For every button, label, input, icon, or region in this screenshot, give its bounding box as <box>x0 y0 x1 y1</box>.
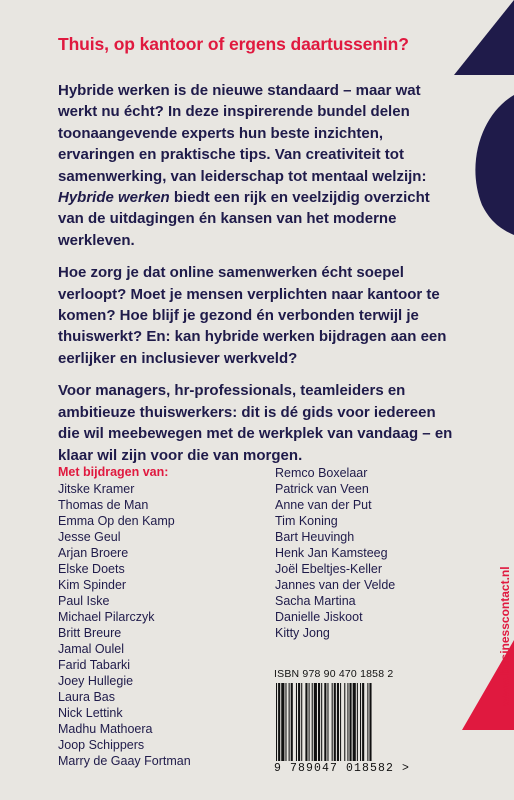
contributor-name: Danielle Jiskoot <box>275 610 363 624</box>
barcode-bar <box>298 683 300 761</box>
contributor-name: Britt Breure <box>58 626 122 640</box>
contributor-name: Emma Op den Kamp <box>58 514 175 528</box>
barcode-bar <box>305 683 307 761</box>
intro-paragraph-1 <box>58 80 458 251</box>
barcode-bar <box>321 683 322 761</box>
barcode-bar <box>324 683 326 761</box>
contributor-name: Patrick van Veen <box>275 482 369 496</box>
barcode-bar <box>301 683 302 761</box>
contributor-name: Marry de Gaay Fortman <box>58 754 191 768</box>
barcode-bar <box>334 683 336 761</box>
barcode-bar <box>318 683 320 761</box>
barcode-digits: 9 789047 018582 > <box>274 762 411 775</box>
intro-paragraph-3: Voor managers, hr-professionals, teamleiders en ambitieuze thuiswerkers: dit is dé gids voor iedereen die wil meebewegen met de werkplek van vandaag – en klaar wil zijn voor die van morgen. <box>58 382 453 464</box>
contributor-name: Sacha Martina <box>275 594 356 608</box>
barcode-bar <box>369 683 371 761</box>
book-title-italic: Hybride werken <box>58 189 170 207</box>
barcode-bar <box>340 683 341 761</box>
barcode-bar <box>327 683 328 761</box>
barcode-bar <box>278 683 280 761</box>
barcode-bar <box>362 683 364 761</box>
contributor-name: Kitty Jong <box>275 626 330 640</box>
barcode-bar <box>312 683 313 761</box>
barcode-graphic <box>274 683 420 761</box>
barcode-bar <box>337 683 339 761</box>
navy-triangle-top-right <box>454 0 514 75</box>
contributor-name: Elske Doets <box>58 562 125 576</box>
barcode-bar <box>360 683 361 761</box>
contributor-name: Jannes van der Velde <box>275 578 396 592</box>
contributor-name: Farid Tabarki <box>58 658 131 672</box>
contributor-name: Michael Pilarczyk <box>58 610 155 624</box>
contributor-name: Thomas de Man <box>58 498 149 512</box>
contributor-name: Tim Koning <box>275 514 338 528</box>
contributor-name: Nick Lettink <box>58 706 123 720</box>
barcode-bar <box>285 683 286 761</box>
contributor-name: Laura Bas <box>58 690 115 704</box>
contributor-name: Kim Spinder <box>58 578 127 592</box>
barcode-bar <box>347 683 348 761</box>
contributor-name: Joël Ebeltjes-Keller <box>275 562 382 576</box>
contributors-list-left <box>58 481 191 769</box>
contributor-name: Paul Iske <box>58 594 110 608</box>
intro-p1-part-b: biedt een rijk en veelzijdig overzicht van de uitdagingen én kansen van het moderne werkleven. <box>58 189 430 249</box>
barcode-bar <box>344 683 345 761</box>
contributor-name: Jitske Kramer <box>58 482 135 496</box>
barcode-bar <box>281 683 284 761</box>
barcode-bar <box>350 683 352 761</box>
barcode-bar <box>309 683 310 761</box>
navy-curve-shape <box>470 95 514 235</box>
contributor-name: Jesse Geul <box>58 530 121 544</box>
barcode-bar <box>332 683 333 761</box>
intro-p1-part-a: Hybride werken is de nieuwe standaard – maar wat werkt nu écht? In deze inspirerende bundel delen toonaangevende experts hun beste inzichten, ervaringen en praktische tips. Van creativiteit tot samenwerking, van leiderschap tot mentaal welzijn: <box>58 82 427 185</box>
isbn-barcode-block <box>274 668 424 775</box>
barcode-bar <box>289 683 290 761</box>
intro-text <box>58 80 458 477</box>
headline: Thuis, op kantoor of ergens daartussenin? <box>58 34 409 54</box>
contributor-name: Joey Hullegie <box>58 674 134 688</box>
isbn-label: ISBN 978 90 470 1858 2 <box>274 668 394 680</box>
contributor-name: Henk Jan Kamsteeg <box>275 546 388 560</box>
contributor-name: Joop Schippers <box>58 738 145 752</box>
barcode-bar <box>367 683 368 761</box>
contributor-name: Bart Heuvingh <box>275 530 355 544</box>
contributor-name: Madhu Mathoera <box>58 722 153 736</box>
contributor-name: Arjan Broere <box>58 546 129 560</box>
contributor-name: Jamal Oulel <box>58 642 124 656</box>
barcode-bar <box>291 683 293 761</box>
contributor-name: Anne van der Put <box>275 498 372 512</box>
publisher-url: www.businesscontact.nl <box>498 566 512 706</box>
contributors-heading: Met bijdragen van: <box>58 465 169 479</box>
barcode-bar <box>276 683 277 761</box>
intro-paragraph-2: Hoe zorg je dat online samenwerken écht soepel verloopt? Moet je mensen verplichten naar kantoor te komen? Hoe blijf je gezond én verbonden terwijl je thuiswerkt? En: kan hybride werken bijdragen aan een eerlijker en inclusiever werkveld? <box>58 264 447 367</box>
barcode-bar <box>296 683 297 761</box>
barcode-bar <box>357 683 358 761</box>
contributor-name: Remco Boxelaar <box>275 466 368 480</box>
barcode-bar <box>353 683 356 761</box>
contributors-list-right <box>275 465 395 641</box>
barcode-bar <box>314 683 317 761</box>
